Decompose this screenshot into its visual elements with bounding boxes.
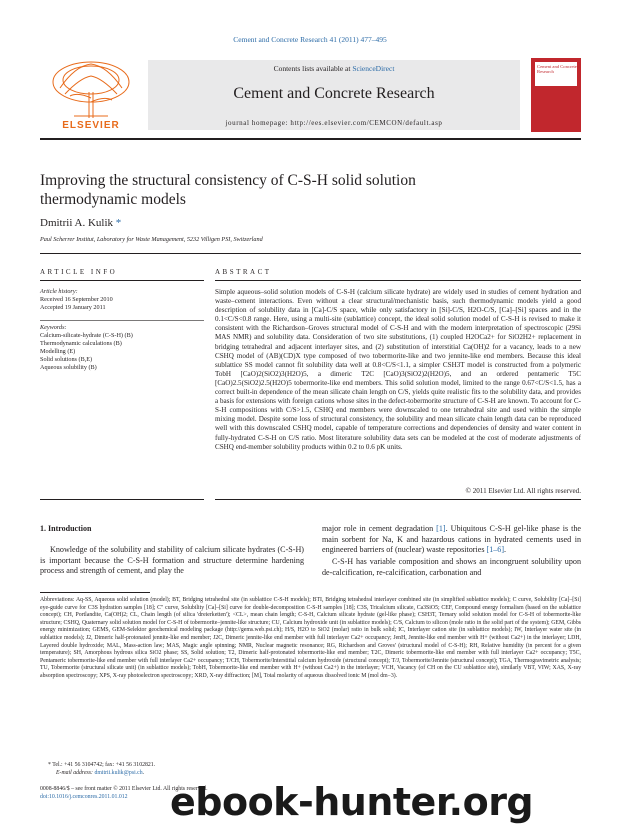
header-rule [40, 138, 581, 140]
doi-link[interactable]: doi:10.1016/j.cemconres.2011.01.012 [40, 794, 128, 800]
abstract-bottom-rule [215, 499, 581, 500]
intro-text: . [504, 545, 507, 554]
email-link[interactable]: dmitrii.kulik@psi.ch [94, 770, 143, 776]
article-info-heading: ARTICLE INFO [40, 268, 118, 276]
article-history-label: Article history: [40, 288, 78, 295]
elsevier-wordmark: ELSEVIER [62, 120, 120, 131]
abstract-rule [215, 280, 581, 281]
introduction-right-paragraph-2: C-S-H has variable composition and shows an incongruent solubility upon de-calcification, re-calcification, carbonation and [322, 557, 581, 577]
email-end: . [142, 770, 145, 776]
corresponding-author-phone: * Tel.: +41 56 3104742; fax: +41 56 3102821. [48, 762, 156, 768]
abstract-heading: ABSTRACT [215, 268, 272, 276]
keywords-list [40, 332, 133, 372]
history-received: Received 16 September 2010 [40, 296, 113, 303]
keywords-label: Keywords: [40, 324, 67, 331]
email-label: E-mail address: [56, 770, 95, 776]
keyword-item: Thermodynamic calculations (B) [40, 340, 122, 347]
introduction-left-column: Knowledge of the solubility and stability of calcium silicate hydrates (C-S-H) is important because the C-S-H formation and structure determine hardening process and strength of cement, and play the [40, 545, 304, 575]
article-history [40, 296, 113, 312]
footnote-rule [40, 592, 150, 593]
citation-link[interactable]: [1] [436, 524, 446, 533]
article-info-rule [40, 280, 204, 281]
author-affiliation: Paul Scherrer Institut, Laboratory for Waste Management, 5232 Villigen PSI, Switzerland [40, 236, 263, 243]
sciencedirect-link[interactable]: ScienceDirect [352, 64, 395, 73]
journal-cover-title: Cement and Concrete Research [537, 64, 577, 74]
keyword-item: Calcium-silicate-hydrate (C-S-H) (B) [40, 332, 133, 339]
abbreviations-footnote: Abbreviations: Aq-SS, Aqueous solid solution (model); BT, Bridging tetrahedral site (in sublattice C-S-H models); BTI, Bridging tetrahedral interlayer combined site (in simplified sublattice models); C curve, Solubility [Ca]–[Si] eye-guide curve for C3S hydration samples [18]; C" curve, Solubility [Ca]–[Si] curve for double-decomposition C-S-H samples [18]; C3S, Tricalcium silicate, Ca3SiO5; CEF, Compound energy formalism (based on the sublattice concept); CH, Portlandite, Ca(OH)2; CL, Chain length (of silica 'dreierketten'); <CL>, mean chain length; C-S-H, Calcium silicate hydrate (gel-like phase); CSH3T, Ternary solid solution model for C-S-H of tobermorite-like structure; CSHQ, Quaternary solid solution model for C-S-H of tobermorite–jennite-like structure; CU, Calcium hydroxide unit (in sublattice models); C/S, Calcium to silicon (mole ratio in the solid part of the system); GEM, Gibbs energy minimization; GEMS, GEM-Selektor geochemical modeling package (http://gems.web.psi.ch); H/S, H2O to SiO2 (molar) ratio in bulk solid; IC, Interlayer cation site (in sublattice models); IW, Interlayer water site (in sublattice models); J2, Dimeric half-protonated jennite-like end member; J2C, Dimeric jennite-like end member with full interlayer Ca2+ occupancy; JenH, Jennite-like end member with H+ (without Ca2+) in the interlayer; LDH, Layered double hydroxide; MAL, Mass-action law; MAS, Magic angle spinning; NMR, Nuclear magnetic resonance; RG, Richardson and Groves' (structural model of C-S-H); RH, Relative humidity (in percent for a given temperature); SH, Amorphous hydrous silica SiO2 phase; SS, Solid solution; T2, Dimeric half-protonated tobermorite-like end member; T2C, Dimeric tobermorite-like end member with full interlayer Ca2+ occupancy; T5C, Pentameric tobermorite-like end member with full interlayer Ca2+ occupancy; T/CH, Tobermorite/Interstitial calcium hydroxide (structural concept); T/J, Tobermorite/Jennite (structural concept); TGA, Thermogravimetric analysis; TU, Tobermorite (structural silicate unit) (in sublattice models); TobH, Tobermorite-like end member with H+ (without Ca2+) in the interlayer; VCH, Vacancy (of CH on the CU sublattice site), similarly VBT, VIW; XAS, X-ray absorption spectroscopy; XPS, X-ray photoelectron spectroscopy; XRD, X-ray diffraction; [M], Total molarity of aqueous dissolved ionic M (mol dm−3). [40, 597, 581, 679]
corresponding-author-email [56, 770, 144, 776]
abstract-copyright: © 2011 Elsevier Ltd. All rights reserved. [465, 487, 581, 495]
contents-prefix: Contents lists available at [273, 64, 353, 73]
article-title-line-2: thermodynamic models [40, 191, 186, 208]
journal-reference[interactable]: Cement and Concrete Research 41 (2011) 477–495 [233, 35, 387, 44]
keyword-item: Modelling (E) [40, 348, 76, 355]
keyword-item: Aqueous solubility (B) [40, 364, 97, 371]
introduction-right-paragraph-1 [322, 524, 581, 556]
contents-line [148, 64, 520, 73]
citation-link[interactable]: [1–6] [486, 545, 505, 554]
issn-line: 0008-8846/$ – see front matter © 2011 Elsevier Ltd. All rights reserved. [40, 786, 208, 792]
homepage-line [148, 119, 520, 127]
watermark-text: ebook-hunter.org [170, 780, 534, 824]
keywords-rule [40, 320, 204, 321]
abstract-text: Simple aqueous–solid solution models of C-S-H (calcium silicate hydrate) are widely used in studies of cement hydration and waste–cement interactions. Even without a clear structural/mechanistic basis, such thermodynamic models yield a good description of solubility data in [Ca]-C/S space, while only satisfactory in [Si]-C/S, H2O-C/S, [Ca]–[Si] spaces and in the 0.1<C/S<0.8 range. Here, using a multi-site (sublattice) concept, the ideal solid solution model of C-S-H is revised to make it consistent with the Richardson–Groves structural model of C-S-H and with the modern interpretation of spectroscopic (29Si MAS NMR) and solubility data. Consideration of two site substitutions, (1) coupled H2OCa2+ for SiO2H2+ replacement in bridging tetrahedral and adjacent interlayer sites, and (2) substitution of interstitial Ca(OH)2 for a vacancy, leads to a new CSHQ model of (AB)(CD)X type composed of two tobermorite-like and two jennite-like end members. Because this ideal sublattice SS model cannot fit solubility data well at 0.8<C/S<1.1, a simpler CSH3T model is constructed from a polymeric TobH [CaO)2(SiO2)3(H2O)5, a dimeric T2C [CaO)3(SiO2)2(H2O)5, and an ordered pentameric T5C [CaO)2.5(SiO2)2.5(H2O)5 tobermorite-like end members. This solid solution model, limited to the range 0.67<C/S<1.5, has a correct built-in dependence of the mean silicate chain length on C/S, yields quite realistic fits to the solubility data, and provides a basis for extensions with foreign cations whose sites in the defect-tobermorite structure of C-S-H are known. To account for C-S-H compositions with C/S>1.5, CSHQ end members were downscaled to one tetrahedral site and used within the simple mixing model. Despite some loss of structural consistency, the solubility and mean silicate chain length data can be reproduced well with this downscaled CSHQ model, capable of temperature corrections and dependencies of density and water content in fully-hydrated C-S-H on C/S ratio. Most literature solubility data sets can be modeled at the cost of moderate adjustments of CSHQ end-member solubility products within 0.2 to 0.6 pK units. [215, 288, 581, 451]
author-line [40, 217, 121, 229]
homepage-link[interactable]: http://ees.elsevier.com/CEMCON/default.asp [290, 119, 443, 127]
article-info-bottom-rule [40, 499, 204, 500]
author-name: Dmitrii A. Kulik [40, 217, 114, 229]
keyword-item: Solid solutions (B,E) [40, 356, 93, 363]
introduction-heading: 1. Introduction [40, 524, 92, 533]
article-title [40, 171, 581, 209]
intro-text: . Ubiquitous C-S-H gel-like phase is the main sorbent for Na, K and hazardous cations in hydrated cements used in engineered barriers of (nuclear) waste repositories [322, 524, 581, 554]
title-rule [40, 253, 581, 254]
history-accepted: Accepted 19 January 2011 [40, 304, 106, 311]
article-title-line-1: Improving the structural consistency of C-S-H solid solution [40, 172, 416, 189]
homepage-prefix: journal homepage: [225, 119, 291, 127]
author-corresponding-mark[interactable]: * [115, 217, 122, 229]
journal-title: Cement and Concrete Research [233, 85, 435, 102]
intro-text: major role in cement degradation [322, 524, 437, 533]
